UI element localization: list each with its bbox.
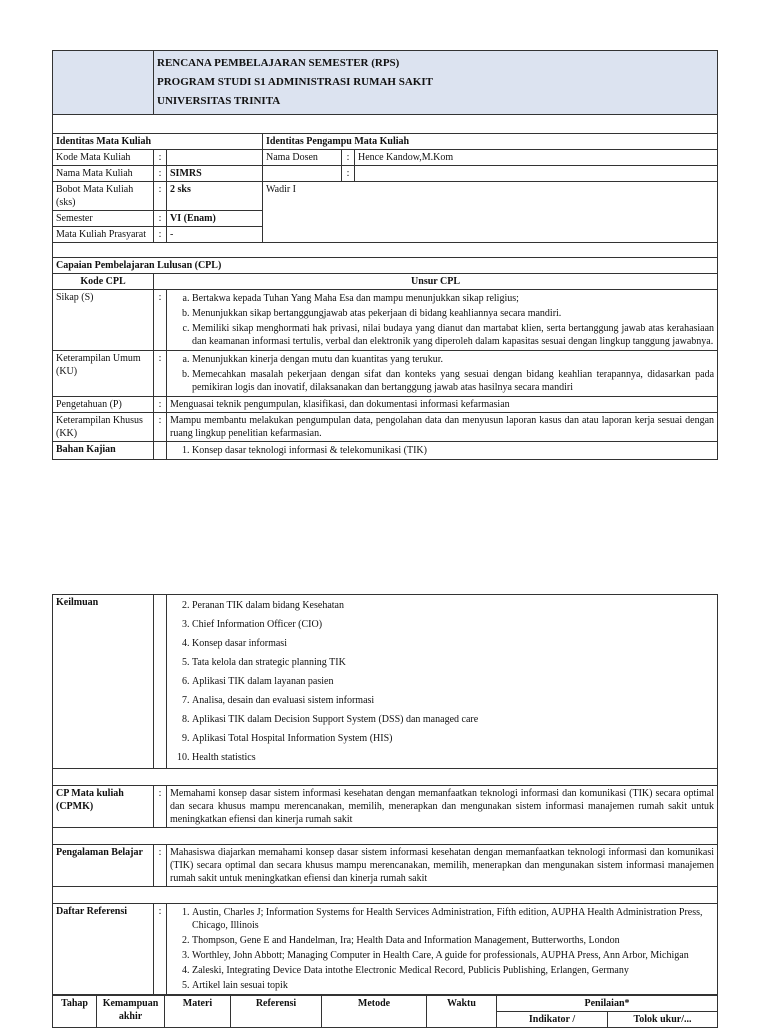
- colon: [154, 595, 167, 769]
- kode-mk-label: Kode Mata Kuliah: [53, 150, 154, 166]
- list-item: 2. Peranan TIK dalam bidang Kesehatan: [192, 596, 714, 615]
- empty-cell: [263, 166, 342, 182]
- list-item: 5. Artikel lain sesuai topik: [192, 978, 714, 993]
- rps-table-upper: [52, 50, 717, 460]
- col-referensi: Referensi: [231, 996, 322, 1028]
- list-item: b. Memecahkan masalah pekerjaan dengan sifat dan konteks yang sesuai dengan bidang keahlian terapannya, didasarkan pada pemikiran logis dan inovatif, dilaksanakan dan bertanggung jawab atas hasilnya secara mandiri: [192, 367, 714, 395]
- cpmk-text: Memahami konsep dasar sistem informasi kesehatan dengan memanfaatkan teknologi informasi dan komunikasi (TIK) secara optimal dan secara khusus mampu merencanakan, memilih, menerapkan dan mengunakan sistem informasi manajemen rumah sakit untuk meningkatkan efiensi dan kinerja rumah sakit: [167, 786, 718, 828]
- rps-header: [154, 51, 718, 115]
- header-blank-cell: [53, 51, 154, 115]
- bahan-kajian-items: [167, 595, 718, 769]
- cpmk-label: CP Mata kuliah (CPMK): [53, 786, 154, 828]
- p-text: Menguasai teknik pengumpulan, klasifikasi, dan dokumentasi informasi kefarmasian: [167, 397, 718, 413]
- kk-text: Mampu membantu melakukan pengumpulan data, pengolahan data dan menyusun laporan kasus dan atau laporan kerja sesuai dengan ruang lingkup penelitian kefarmasian.: [167, 413, 718, 442]
- col-waktu: Waktu: [427, 996, 497, 1028]
- list-item: 7. Analisa, desain dan evaluasi sistem informasi: [192, 691, 714, 710]
- list-item: 1. Konsep dasar teknologi informasi & telekomunikasi (TIK): [192, 443, 714, 458]
- identitas-mk-title: Identitas Mata Kuliah: [53, 134, 263, 150]
- colon: :: [154, 845, 167, 887]
- bobot-mk-label: Bobot Mata Kuliah (sks): [53, 182, 154, 211]
- col-materi: Materi: [165, 996, 231, 1028]
- colon: :: [154, 413, 167, 442]
- cpl-title: Capaian Pembelajaran Lulusan (CPL): [53, 258, 718, 274]
- list-item: 8. Aplikasi TIK dalam Decision Support System (DSS) dan managed care: [192, 710, 714, 729]
- nama-dosen-label: Nama Dosen: [263, 150, 342, 166]
- colon: :: [154, 290, 167, 351]
- col-kemampuan: Kemampuan akhir: [97, 996, 165, 1028]
- rps-table-lower: [52, 594, 717, 1028]
- list-item: 4. Zaleski, Integrating Device Data intothe Electronic Medical Record, Publicis Publishing, Erlangen, Germany: [192, 963, 714, 978]
- p-label: Pengetahuan (P): [53, 397, 154, 413]
- bobot-mk-value: 2 sks: [167, 182, 263, 211]
- colon: :: [154, 351, 167, 397]
- colon: :: [154, 211, 167, 227]
- pengalaman-text: Mahasiswa diajarkan memahami konsep dasar sistem informasi kesehatan dengan memanfaatkan teknologi informasi dan komunikasi (TIK) secara optimal dan secara khusus mampu merencanakan, memilih, menerapkan dan mengunakan sistem informasi manajemen rumah sakit untuk meningkatkan efiensi dan kinerja rumah sakit: [167, 845, 718, 887]
- nama-mk-label: Nama Mata Kuliah: [53, 166, 154, 182]
- colon: :: [342, 150, 355, 166]
- empty-cell: [355, 166, 718, 182]
- kode-mk-value: [167, 150, 263, 166]
- spacer-row: [53, 115, 718, 134]
- prasyarat-label: Mata Kuliah Prasyarat: [53, 227, 154, 243]
- jabatan-dosen: Wadir I: [263, 182, 718, 243]
- semester-label: Semester: [53, 211, 154, 227]
- colon: :: [154, 227, 167, 243]
- list-item: c. Memiliki sikap menghormati hak privasi, nilai budaya yang dianut dan martabat klien, serta bertanggung jawab atas kerahasiaan dan keamanan informasi tertulis, verbal dan elektronik yang diperoleh dalam kapasitas sesuai dengan lingkup tanggung jawabnya.: [192, 321, 714, 349]
- ku-label: Keterampilan Umum (KU): [53, 351, 154, 397]
- bahan-kajian-label: Bahan Kajian: [53, 442, 154, 460]
- colon: :: [342, 166, 355, 182]
- col-metode: Metode: [322, 996, 427, 1028]
- list-item: 1. Austin, Charles J; Information Systems for Health Services Administration, Fifth edition, AUPHA Health Administration Press, Chicago, Illinois: [192, 905, 714, 933]
- bahan-kajian-first: [167, 442, 718, 460]
- sikap-items: [167, 290, 718, 351]
- col-penilaian: Penilaian*: [497, 996, 718, 1012]
- list-item: b. Menunjukkan sikap bertanggungjawab atas pekerjaan di bidang keahliannya secara mandiri.: [192, 306, 714, 321]
- rps-header-row: [53, 51, 718, 115]
- col-tolok-ukur: Tolok ukur/...: [608, 1012, 718, 1028]
- nama-mk-value: SIMRS: [167, 166, 263, 182]
- colon: :: [154, 150, 167, 166]
- colon: [154, 442, 167, 460]
- kode-cpl-header: Kode CPL: [53, 274, 154, 290]
- col-tahap: Tahap: [53, 996, 97, 1028]
- identitas-pengampu-title: Identitas Pengampu Mata Kuliah: [263, 134, 718, 150]
- kk-label: Keterampilan Khusus (KK): [53, 413, 154, 442]
- colon: :: [154, 397, 167, 413]
- rps-title: RENCANA PEMBELAJARAN SEMESTER (RPS): [157, 57, 400, 69]
- colon: :: [154, 166, 167, 182]
- sikap-label: Sikap (S): [53, 290, 154, 351]
- spacer-row: [53, 887, 718, 904]
- spacer-row: [53, 769, 718, 786]
- spacer-row: [53, 243, 718, 258]
- keilmuan-label: Keilmuan: [53, 595, 154, 769]
- universitas: UNIVERSITAS TRINITA: [157, 95, 281, 107]
- list-item: 9. Aplikasi Total Hospital Information System (HIS): [192, 729, 714, 748]
- list-item: 6. Aplikasi TIK dalam layanan pasien: [192, 672, 714, 691]
- list-item: 3. Worthley, John Abbott; Managing Computer in Health Care, A guide for professionals, AUPHA Press, Ann Arbor, Michigan: [192, 948, 714, 963]
- list-item: a. Bertakwa kepada Tuhan Yang Maha Esa dan mampu menunjukkan sikap religius;: [192, 291, 714, 306]
- referensi-label: Daftar Referensi: [53, 904, 154, 995]
- list-item: a. Menunjukkan kinerja dengan mutu dan kuantitas yang terukur.: [192, 352, 714, 367]
- list-item: 5. Tata kelola dan strategic planning TIK: [192, 653, 714, 672]
- colon: :: [154, 182, 167, 211]
- colon: :: [154, 904, 167, 995]
- semester-value: VI (Enam): [167, 211, 263, 227]
- ku-items: [167, 351, 718, 397]
- list-item: 4. Konsep dasar informasi: [192, 634, 714, 653]
- pengalaman-label: Pengalaman Belajar: [53, 845, 154, 887]
- prasyarat-value: -: [167, 227, 263, 243]
- schedule-table: [52, 995, 718, 1028]
- nama-dosen-value: Hence Kandow,M.Kom: [355, 150, 718, 166]
- col-indikator: Indikator /: [497, 1012, 608, 1028]
- colon: :: [154, 786, 167, 828]
- spacer-row: [53, 828, 718, 845]
- unsur-cpl-header: Unsur CPL: [154, 274, 718, 290]
- list-item: 2. Thompson, Gene E and Handelman, Ira; Health Data and Information Management, Butterworths, London: [192, 933, 714, 948]
- referensi-items: [167, 904, 718, 995]
- list-item: 3. Chief Information Officer (CIO): [192, 615, 714, 634]
- list-item: 10. Health statistics: [192, 748, 714, 767]
- program-studi: PROGRAM STUDI S1 ADMINISTRASI RUMAH SAKIT: [157, 76, 433, 88]
